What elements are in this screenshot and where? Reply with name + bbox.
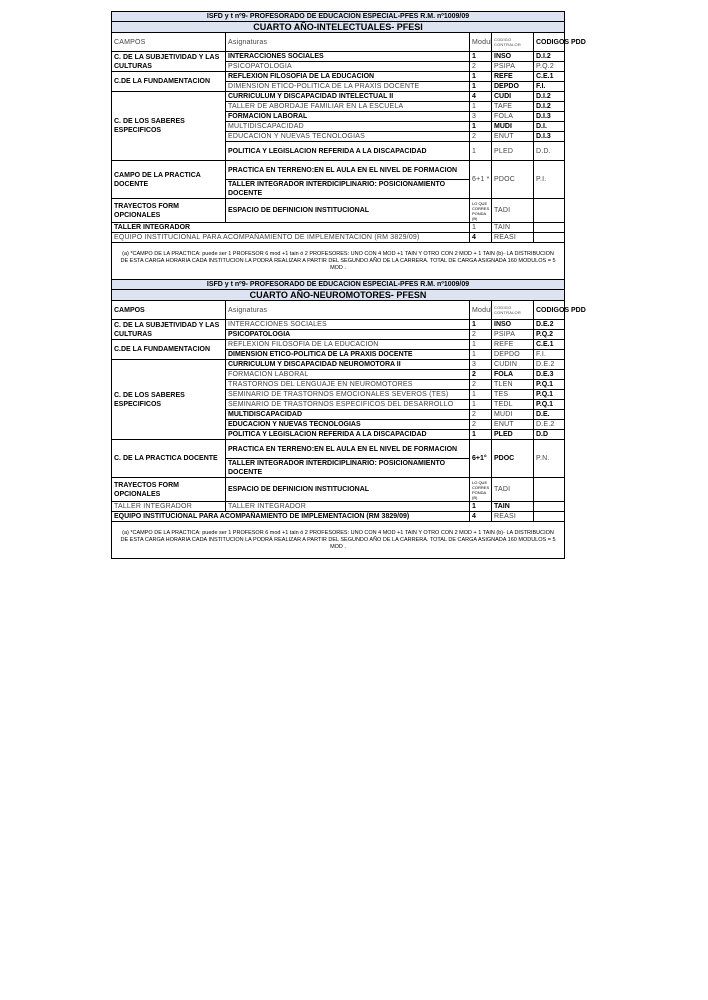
modulos: 1 <box>470 320 492 330</box>
asignatura: FORMACION LABORAL <box>226 112 470 122</box>
codigo-pdd: D.D <box>534 430 565 440</box>
campo-practica: C. DE LA PRACTICA DOCENTE <box>112 440 226 478</box>
modulos: 2 <box>470 380 492 390</box>
modulos: 1 <box>470 502 492 512</box>
codigo-contralor: TES <box>492 390 534 400</box>
codigo-pdd: P.Q.1 <box>534 400 565 410</box>
asignatura: INTERACCIONES SOCIALES <box>226 320 470 330</box>
year-title: CUARTO AÑO-INTELECTUALES- PFESI <box>112 22 565 33</box>
modulos: 1 <box>470 340 492 350</box>
campo-fundamentacion: C.DE LA FUNDAMENTACION <box>112 340 226 360</box>
modulos: 1 <box>470 102 492 112</box>
year-title: CUARTO AÑO-NEUROMOTORES- PFESN <box>112 290 565 301</box>
codigo-pdd: F.I. <box>534 350 565 360</box>
col-asignaturas: Asignaturas <box>226 301 470 320</box>
sheet-neuromotores <box>111 279 586 559</box>
codigo-pdd: D.I.2 <box>534 92 565 102</box>
plan-table-neuromotores <box>111 279 586 559</box>
campo-practica: CAMPO DE LA PRACTICA DOCENTE <box>112 161 226 199</box>
codigo-contralor: MUDI <box>492 122 534 132</box>
campo-trayectos: TRAYECTOS FORM OPCIONALES <box>112 478 226 502</box>
codigo-contralor: PSIPA <box>492 330 534 340</box>
codigo-contralor: TEDL <box>492 400 534 410</box>
codigo-contralor: INSO <box>492 52 534 62</box>
asignatura: PRACTICA EN TERRENO:EN EL AULA EN EL NIVEL DE FORMACION <box>226 440 470 459</box>
codigo-contralor: TAIN <box>492 502 534 512</box>
modulos: 2 <box>470 330 492 340</box>
asignatura: SEMINARIO DE TRASTORNOS EMOCIONALES SEVEROS (TES) <box>226 390 470 400</box>
modulos: 2 <box>470 420 492 430</box>
codigo-pdd <box>534 502 565 512</box>
codigo-pdd: D.I.2 <box>534 102 565 112</box>
asignatura: TALLER INTEGRADOR INTERDICIPLINARIO: POSICIONAMIENTO DOCENTE <box>226 459 470 478</box>
asignatura: TRASTORNOS DEL LENGUAJE EN NEUROMOTORES <box>226 380 470 390</box>
col-codigo-contralor: CODIGO CONTRALOR <box>492 301 534 320</box>
modulos: 2 <box>470 62 492 72</box>
codigo-pdd: D.I. <box>534 122 565 132</box>
modulos: 4 <box>470 512 492 522</box>
asignatura: EQUIPO INSTITUCIONAL PARA ACOMPAÑAMIENTO DE IMPLEMENTACION (RM 3829/09) <box>112 233 470 243</box>
asignatura: PSICOPATOLOGIA <box>226 62 470 72</box>
codigo-pdd: C.E.1 <box>534 340 565 350</box>
modulos: 1 <box>470 82 492 92</box>
asignatura: ESPACIO DE DEFINICION INSTITUCIONAL <box>226 199 470 223</box>
modulos: LO QUE CORRES PONDA (B) <box>470 478 492 502</box>
codigo-pdd: D.I.2 <box>534 52 565 62</box>
campo-subjetividad: C. DE LA SUBJETIVIDAD Y LAS CULTURAS <box>112 320 226 340</box>
asignatura: EDUCACION Y NUEVAS TECNOLOGIAS <box>226 420 470 430</box>
asignatura: DIMENSION ETICO-POLITICA DE LA PRAXIS DOCENTE <box>226 82 470 92</box>
col-codigos-pdd: CODIGOS PDD <box>534 33 565 52</box>
col-codigo-contralor: CODIGO CONTRALOR <box>492 33 534 52</box>
asignatura: REFLEXION FILOSOFIA DE LA EDUCACION <box>226 72 470 82</box>
codigo-contralor: TADI <box>492 199 534 223</box>
asignatura: REFLEXION FILOSOFIA DE LA EDUCACION <box>226 340 470 350</box>
codigo-pdd: D.E. <box>534 410 565 420</box>
campo-taller: TALLER INTEGRADOR <box>112 502 226 512</box>
codigo-pdd: D.E.2 <box>534 320 565 330</box>
codigo-pdd: P.I. <box>534 161 565 199</box>
codigo-contralor: ENUT <box>492 420 534 430</box>
modulos: 6+1 * <box>470 161 492 199</box>
codigo-contralor: REFE <box>492 340 534 350</box>
modulos: 1 <box>470 430 492 440</box>
col-campos: CAMPOS <box>112 33 226 52</box>
col-campos: CAMPOS <box>112 301 226 320</box>
asignatura: POLITICA Y LEGISLACION REFERIDA A LA DISCAPACIDAD <box>226 430 470 440</box>
modulos: 3 <box>470 360 492 370</box>
sheet-intelectuales <box>111 11 586 280</box>
codigo-contralor: TAIN <box>492 223 534 233</box>
asignatura: CURRICULUM Y DISCAPACIDAD INTELECTUAL II <box>226 92 470 102</box>
codigo-contralor: REASI <box>492 512 534 522</box>
campo-saberes: C. DE LOS SABERES ESPECIFICOS <box>112 92 226 161</box>
codigo-pdd: D.I.3 <box>534 132 565 142</box>
codigo-contralor: PLED <box>492 430 534 440</box>
codigo-pdd: D.E.3 <box>534 370 565 380</box>
codigo-contralor: PSIPA <box>492 62 534 72</box>
modulos: 1 <box>470 350 492 360</box>
modulos: 1 <box>470 52 492 62</box>
col-modul: Modul <box>470 301 492 320</box>
asignatura: PSICOPATOLOGIA <box>226 330 470 340</box>
modulos: 1 <box>470 122 492 132</box>
col-asignaturas: Asignaturas <box>226 33 470 52</box>
codigo-contralor: FOLA <box>492 370 534 380</box>
footnote: (a) *CAMPO DE LA PRACTICA: puede ser 1 PROFESOR 6 mod +1 tain ó 2 PROFESORES: UNO CON 4 MOD +1 TAIN Y OTRO CON 2 MOD + 1 TAIN (b)- LA DISTRIBUCION DE ESTA CARGA HORARIA CADA INSTITUCION LA PODRÁ REALIZAR A PARTIR DEL SEGUNDO AÑO DE LA CARRERA. TOTAL DE CARGA ASIGNADA 160 MODULOS = 5 MOD . <box>112 243 565 280</box>
asignatura: TALLER INTEGRADOR <box>226 502 470 512</box>
codigo-pdd: P.Q.1 <box>534 380 565 390</box>
asignatura: TALLER INTEGRADOR <box>112 223 470 233</box>
asignatura: POLITICA Y LEGISLACION REFERIDA A LA DISCAPACIDAD <box>226 142 470 161</box>
asignatura: PRACTICA EN TERRENO:EN EL AULA EN EL NIVEL DE FORMACION <box>226 161 470 180</box>
institution-title: ISFD y t nº9- PROFESORADO DE EDUCACION ESPECIAL-PFES R.M. nº1009/09 <box>112 12 565 22</box>
modulos: 2 <box>470 410 492 420</box>
codigo-contralor: CUDIN <box>492 360 534 370</box>
codigo-contralor: INSO <box>492 320 534 330</box>
modulos: 4 <box>470 233 492 243</box>
codigo-contralor: TADI <box>492 478 534 502</box>
modulos: 2 <box>470 370 492 380</box>
modulos: 1 <box>470 390 492 400</box>
asignatura: TALLER INTEGRADOR INTERDICIPLINARIO: POSICIONAMIENTO DOCENTE <box>226 180 470 199</box>
asignatura: EDUCACION Y NUEVAS TECNOLOGIAS <box>226 132 470 142</box>
modulos: 1 <box>470 72 492 82</box>
codigo-pdd: P.Q.2 <box>534 330 565 340</box>
modulos: 1 <box>470 142 492 161</box>
codigo-contralor: TAFE <box>492 102 534 112</box>
asignatura: INTERACCIONES SOCIALES <box>226 52 470 62</box>
codigo-contralor: MUDI <box>492 410 534 420</box>
asignatura: FORMACION LABORAL <box>226 370 470 380</box>
asignatura: CURRICULUM Y DISCAPACIDAD NEUROMOTORA II <box>226 360 470 370</box>
col-codigos-pdd: CODIGOS PDD <box>534 301 565 320</box>
codigo-pdd: D.E.2 <box>534 360 565 370</box>
modulos: 2 <box>470 132 492 142</box>
codigo-pdd <box>534 233 565 243</box>
codigo-pdd: P.Q.2 <box>534 62 565 72</box>
codigo-pdd: D.D. <box>534 142 565 161</box>
codigo-contralor: FOLA <box>492 112 534 122</box>
codigo-pdd: F.I. <box>534 82 565 92</box>
modulos: 1 <box>470 223 492 233</box>
modulos: 1 <box>470 400 492 410</box>
codigo-contralor: ENUT <box>492 132 534 142</box>
codigo-contralor: DEPDO <box>492 82 534 92</box>
asignatura: MULTIDISCAPACIDAD <box>226 410 470 420</box>
asignatura: SEMINARIO DE TRASTORNOS ESPECIFICOS DEL DESARROLLO <box>226 400 470 410</box>
codigo-contralor: PDOC <box>492 161 534 199</box>
modulos: 6+1° <box>470 440 492 478</box>
asignatura: ESPACIO DE DEFINICION INSTITUCIONAL <box>226 478 470 502</box>
codigo-pdd: P.N. <box>534 440 565 478</box>
codigo-pdd <box>534 223 565 233</box>
plan-table-intelectuales <box>111 11 586 280</box>
codigo-contralor: TLEN <box>492 380 534 390</box>
col-modul: Modul <box>470 33 492 52</box>
codigo-pdd <box>534 478 565 502</box>
codigo-contralor: REASI <box>492 233 534 243</box>
codigo-contralor: PDOC <box>492 440 534 478</box>
codigo-pdd: P.Q.1 <box>534 390 565 400</box>
footnote: (a) *CAMPO DE LA PRACTICA: puede ser 1 PROFESOR 6 mod +1 tain ó 2 PROFESORES: UNO CON 4 MOD +1 TAIN Y OTRO CON 2 MOD + 1 TAIN (b)- LA DISTRIBUCION DE ESTA CARGA HORARIA CADA INSTITUCION LA PODRÁ REALIZAR A PARTIR DEL SEGUNDO AÑO DE LA CARRERA. TOTAL DE CARGA ASIGNADA 160 MODULOS = 5 MOD . <box>112 522 565 559</box>
modulos: 4 <box>470 92 492 102</box>
campo-trayectos: TRAYECTOS FORM OPCIONALES <box>112 199 226 223</box>
codigo-contralor: DEPDO <box>492 350 534 360</box>
asignatura: EQUIPO INSTITUCIONAL PARA ACOMPAÑAMIENTO DE IMPLEMENTACION (RM 3829/09) <box>112 512 470 522</box>
codigo-pdd: C.E.1 <box>534 72 565 82</box>
codigo-pdd: D.I.3 <box>534 112 565 122</box>
modulos: LO QUE CORRES PONDA (B) <box>470 199 492 223</box>
campo-subjetividad: C. DE LA SUBJETIVIDAD Y LAS CULTURAS <box>112 52 226 72</box>
codigo-contralor: REFE <box>492 72 534 82</box>
campo-saberes: C. DE LOS SABERES ESPECIFICOS <box>112 360 226 440</box>
institution-title: ISFD y t nº9- PROFESORADO DE EDUCACION ESPECIAL-PFES R.M. nº1009/09 <box>112 280 565 290</box>
codigo-pdd: D.E.2 <box>534 420 565 430</box>
asignatura: MULTIDISCAPACIDAD <box>226 122 470 132</box>
codigo-contralor: PLED <box>492 142 534 161</box>
codigo-pdd <box>534 512 565 522</box>
modulos: 3 <box>470 112 492 122</box>
codigo-pdd <box>534 199 565 223</box>
codigo-contralor: CUDI <box>492 92 534 102</box>
campo-fundamentacion: C.DE LA FUNDAMENTACION <box>112 72 226 92</box>
asignatura: DIMENSION ETICO-POLITICA DE LA PRAXIS DOCENTE <box>226 350 470 360</box>
asignatura: TALLER DE ABORDAJE FAMILIAR EN LA ESCUELA <box>226 102 470 112</box>
